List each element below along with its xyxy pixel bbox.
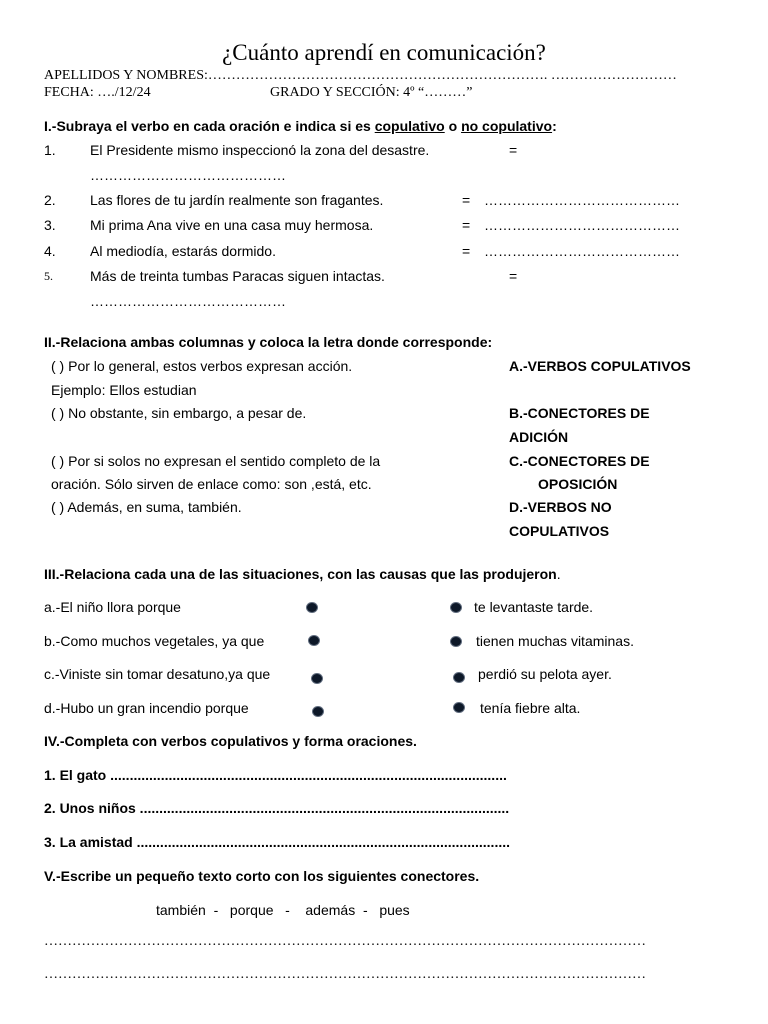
match-dot-right-2[interactable] xyxy=(451,637,461,646)
section-1-heading xyxy=(44,118,557,134)
item-5-blank: …………………………………… xyxy=(90,293,286,309)
situation-d: d.-Hubo un gran incendio porque xyxy=(44,700,249,716)
cause-2: tienen muchas vitaminas. xyxy=(476,633,634,649)
item-1-sentence: El Presidente mismo inspeccionó la zona del desastre. xyxy=(90,142,430,158)
item-4-number: 4. xyxy=(44,243,56,259)
option-a: A.-VERBOS COPULATIVOS xyxy=(509,358,691,374)
section-1-heading-text: I.-Subraya el verbo en cada oración e indica si es xyxy=(44,118,375,134)
grade-section-field: GRADO Y SECCIÓN: 4º “………” xyxy=(270,85,473,100)
match-left-4: ( ) Además, en suma, también. xyxy=(51,499,242,515)
no-copulativo-word: no copulativo xyxy=(461,118,553,134)
writing-line-2: ………………………………………………………………………………………………………………… xyxy=(44,967,646,982)
option-d-cont: COPULATIVOS xyxy=(509,523,610,539)
option-c: C.-CONECTORES DE xyxy=(509,453,650,469)
item-3-equals: = xyxy=(462,217,471,233)
cause-4: tenía fiebre alta. xyxy=(480,700,581,716)
match-left-3: ( ) Por si solos no expresan el sentido completo de la xyxy=(51,453,381,469)
section-3-heading-text: III.-Relaciona cada una de las situaciones, con las causas que las produjeron xyxy=(44,566,557,582)
complete-item-3: 3. La amistad ................................................................................................ xyxy=(44,834,510,850)
match-dot-left-c[interactable] xyxy=(312,674,322,683)
item-5-sentence: Más de treinta tumbas Paracas siguen intactas. xyxy=(90,268,385,284)
section-3-heading-period: . xyxy=(556,566,561,582)
item-2-blank: …………………………………… xyxy=(484,192,680,208)
match-left-3-cont: oración. Sólo sirven de enlace como: son ,está, etc. xyxy=(51,476,372,492)
section-3-heading xyxy=(44,566,561,582)
section-1-colon: : xyxy=(552,118,557,134)
match-left-example: Ejemplo: Ellos estudian xyxy=(51,382,197,398)
cause-3: perdió su pelota ayer. xyxy=(478,666,612,682)
connectors-list: también - porque - además - pues xyxy=(156,902,410,918)
name-field-line: APELLIDOS Y NOMBRES:………………………………………………………………. ……………………… xyxy=(44,68,677,83)
item-2-number: 2. xyxy=(44,192,56,208)
item-3-blank: …………………………………… xyxy=(484,217,680,233)
section-5-heading: V.-Escribe un pequeño texto corto con los siguientes conectores. xyxy=(44,868,480,884)
section-2-heading: II.-Relaciona ambas columnas y coloca la letra donde corresponde: xyxy=(44,334,493,350)
section-4-heading: IV.-Completa con verbos copulativos y forma oraciones. xyxy=(44,733,417,749)
option-b-cont: ADICIÓN xyxy=(509,429,569,445)
match-dot-left-b[interactable] xyxy=(309,636,319,645)
cause-1: te levantaste tarde. xyxy=(474,599,594,615)
situation-b: b.-Como muchos vegetales, ya que xyxy=(44,633,265,649)
item-2-sentence: Las flores de tu jardín realmente son fragantes. xyxy=(90,192,384,208)
item-1-blank: …………………………………… xyxy=(90,167,286,183)
item-1-number: 1. xyxy=(44,142,56,158)
option-c-cont: OPOSICIÓN xyxy=(538,476,618,492)
copulativo-word: copulativo xyxy=(374,118,445,134)
complete-item-2: 2. Unos niños ............................................................................................... xyxy=(44,800,510,816)
match-dot-left-a[interactable] xyxy=(307,603,317,612)
item-1-equals: = xyxy=(509,142,518,158)
writing-line-1: ………………………………………………………………………………………………………………… xyxy=(44,934,646,949)
complete-item-1: 1. El gato ...................................................................................................... xyxy=(44,767,507,783)
item-2-equals: = xyxy=(462,192,471,208)
date-field: FECHA: …./12/24 xyxy=(44,85,151,100)
match-left-1: ( ) Por lo general, estos verbos expresan acción. xyxy=(51,358,353,374)
match-left-2: ( ) No obstante, sin embargo, a pesar de. xyxy=(51,405,307,421)
section-1-conj: o xyxy=(444,118,462,134)
match-dot-right-1[interactable] xyxy=(451,603,461,612)
match-dot-right-3[interactable] xyxy=(454,673,464,682)
situation-a: a.-El niño llora porque xyxy=(44,599,181,615)
situation-c: c.-Viniste sin tomar desatuno,ya que xyxy=(44,666,271,682)
item-4-sentence: Al mediodía, estarás dormido. xyxy=(90,243,276,259)
option-b: B.-CONECTORES DE xyxy=(509,405,650,421)
match-dot-left-d[interactable] xyxy=(313,707,323,716)
item-5-number: 5. xyxy=(44,269,53,283)
item-3-sentence: Mi prima Ana vive en una casa muy hermosa. xyxy=(90,217,374,233)
item-4-equals: = xyxy=(462,243,471,259)
page-title: ¿Cuánto aprendí en comunicación? xyxy=(222,40,546,65)
option-d: D.-VERBOS NO xyxy=(509,499,612,515)
match-dot-right-4[interactable] xyxy=(454,703,464,712)
item-3-number: 3. xyxy=(44,217,56,233)
item-4-blank: …………………………………… xyxy=(484,243,680,259)
item-5-equals: = xyxy=(509,268,518,284)
